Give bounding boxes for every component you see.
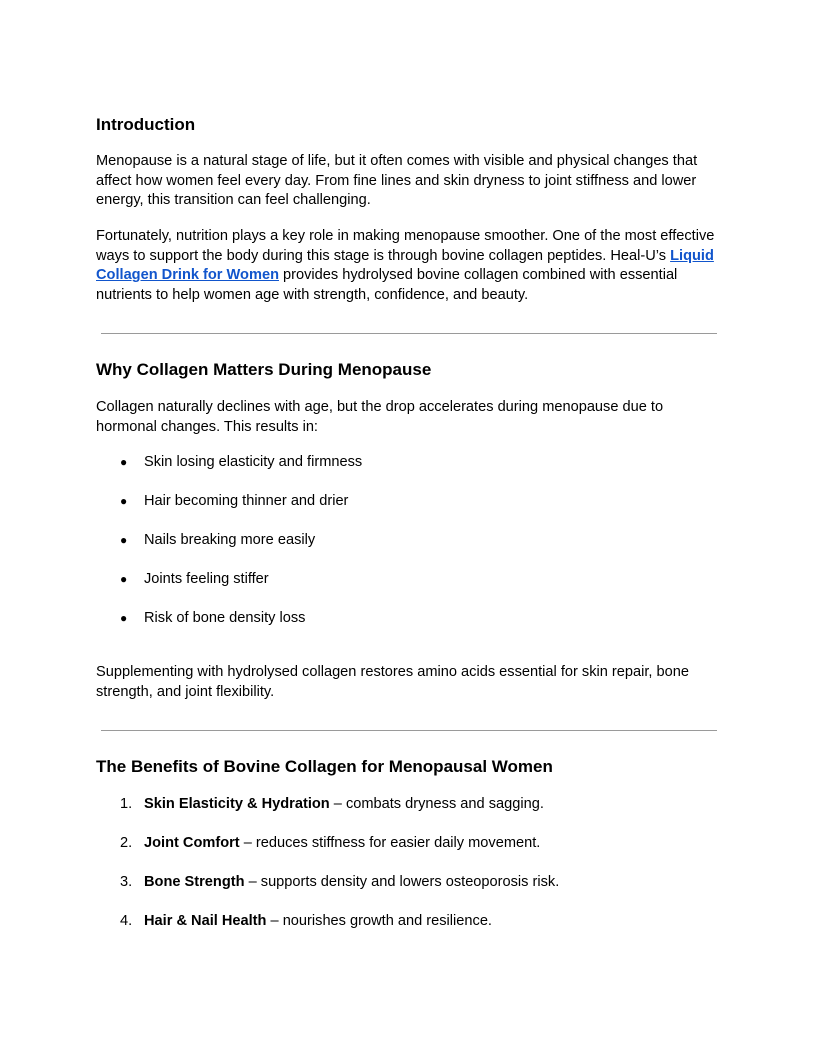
bullet-icon: ● — [120, 494, 128, 508]
list-item — [96, 873, 720, 912]
bullet-icon: ● — [120, 611, 128, 625]
why-closing-paragraph: Supplementing with hydrolysed collagen restores amino acids essential for skin repair, bone strength, and joint flexibility. — [96, 664, 689, 700]
list-number: 3. — [120, 874, 133, 890]
benefit-title: Skin Elasticity & Hydration — [144, 796, 330, 812]
list-item — [96, 834, 720, 873]
benefit-title: Hair & Nail Health — [144, 913, 267, 929]
list-item — [96, 570, 720, 609]
bullet-icon: ● — [120, 455, 128, 469]
list-item-text: Nails breaking more easily — [144, 532, 316, 548]
list-number: 2. — [120, 835, 133, 851]
benefit-text: – nourishes growth and resilience. — [266, 913, 492, 929]
intro-paragraph-2 — [96, 227, 720, 305]
list-item — [96, 912, 720, 951]
benefit-text: – combats dryness and sagging. — [329, 796, 544, 812]
intro-paragraph-2-start: Fortunately, nutrition plays a key role in making menopause smoother. One of the most effective ways to support the body during this stage is through bovine collagen peptides. Heal-U’s — [96, 228, 715, 264]
list-item-text: Risk of bone density loss — [144, 610, 306, 626]
list-item — [96, 492, 720, 531]
benefit-title: Bone Strength — [144, 874, 245, 890]
benefit-text: – supports density and lowers osteoporosis risk. — [244, 874, 560, 890]
list-item — [96, 531, 720, 570]
list-item-text: Hair becoming thinner and drier — [144, 493, 349, 509]
why-intro-paragraph: Collagen naturally declines with age, but the drop accelerates during menopause due to hormonal changes. This results in: — [96, 399, 664, 435]
benefit-text: – reduces stiffness for easier daily movement. — [239, 835, 541, 851]
list-number: 1. — [120, 796, 133, 812]
list-item — [96, 795, 720, 834]
intro-paragraph-2-end: provides hydrolysed bovine collagen combined with essential nutrients to help women age with strength, confidence, and beauty. — [96, 267, 678, 303]
section-divider-2 — [101, 730, 717, 731]
list-item-text: Joints feeling stiffer — [144, 571, 269, 587]
bullet-icon: ● — [120, 572, 128, 586]
benefits-heading: The Benefits of Bovine Collagen for Menopausal Women — [96, 757, 553, 776]
benefits-numbered-list — [96, 795, 720, 951]
why-bullet-list — [96, 453, 720, 648]
why-heading: Why Collagen Matters During Menopause — [96, 360, 432, 379]
section-divider-1 — [101, 333, 717, 334]
intro-heading: Introduction — [96, 115, 196, 134]
list-item-text: Skin losing elasticity and firmness — [144, 454, 363, 470]
intro-paragraph-1: Menopause is a natural stage of life, but it often comes with visible and physical changes that affect how women feel every day. From fine lines and skin dryness to joint stiffness and lower energy, this transition can feel challenging. — [96, 153, 698, 208]
list-item — [96, 609, 720, 648]
list-item — [96, 453, 720, 492]
list-number: 4. — [120, 913, 133, 929]
liquid-collagen-link[interactable]: Liquid Collagen Drink for Women — [96, 247, 714, 283]
benefit-title: Joint Comfort — [144, 835, 240, 851]
bullet-icon: ● — [120, 533, 128, 547]
